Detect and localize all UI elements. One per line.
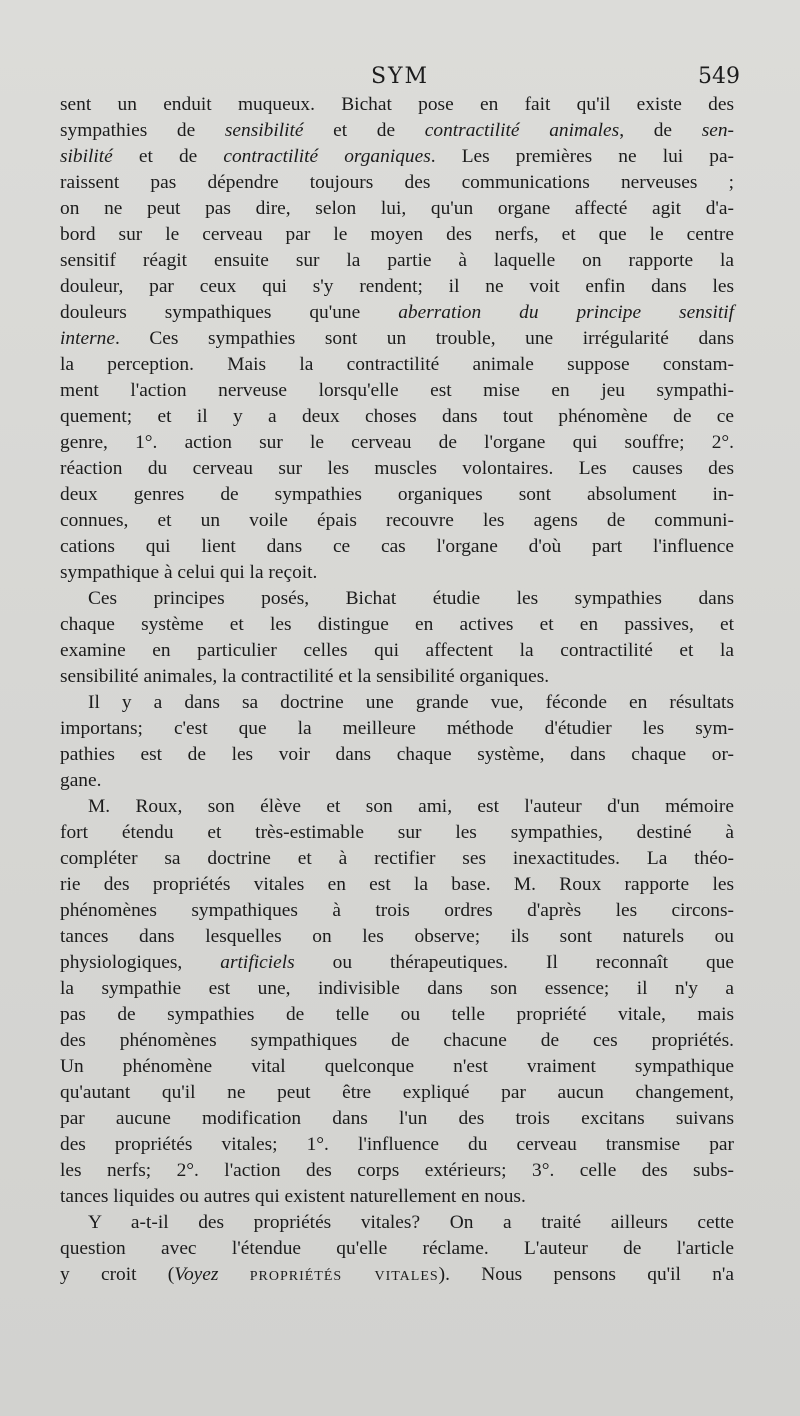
text-line: les nerfs; 2°. l'action des corps extérieurs; 3°. celle des subs- — [60, 1160, 734, 1181]
text-line: sent un enduit muqueux. Bichat pose en fait qu'il existe des — [60, 94, 734, 115]
text-line: interne. Ces sympathies sont un trouble, une irrégularité dans — [60, 328, 734, 349]
text-line: sympathies de sensibilité et de contractilité animales, de sen- — [60, 120, 734, 141]
text-line: par aucune modification dans l'un des trois excitans suivans — [60, 1108, 734, 1129]
text-line: la sympathie est une, indivisible dans son essence; il n'y a — [60, 978, 734, 999]
text-line: genre, 1°. action sur le cerveau de l'organe qui souffre; 2°. — [60, 432, 734, 453]
text-line: sympathique à celui qui la reçoit. — [60, 562, 318, 583]
text-line: bord sur le cerveau par le moyen des nerfs, et que le centre — [60, 224, 734, 245]
text-line: qu'autant qu'il ne peut être expliqué par aucun changement, — [60, 1082, 734, 1103]
text-line: y croit (Voyez propriétés vitales). Nous pensons qu'il n'a — [60, 1264, 734, 1285]
running-head: SYM — [370, 64, 430, 89]
page-header — [60, 64, 740, 92]
text-line: Ces principes posés, Bichat étudie les sympathies dans — [88, 588, 734, 609]
text-line: examine en particulier celles qui affectent la contractilité et la — [60, 640, 734, 661]
text-line: question avec l'étendue qu'elle réclame. L'auteur de l'article — [60, 1238, 734, 1259]
text-line: réaction du cerveau sur les muscles volontaires. Les causes des — [60, 458, 734, 479]
text-line: tances liquides ou autres qui existent naturellement en nous. — [60, 1186, 526, 1207]
text-line: Un phénomène vital quelconque n'est vraiment sympathique — [60, 1056, 734, 1077]
text-line: douleur, par ceux qui s'y rendent; il ne voit enfin dans les — [60, 276, 734, 297]
text-line: ment l'action nerveuse lorsqu'elle est mise en jeu sympathi- — [60, 380, 734, 401]
text-line: sensitif réagit ensuite sur la partie à laquelle on rapporte la — [60, 250, 734, 271]
text-line: fort étendu et très-estimable sur les sympathies, destiné à — [60, 822, 734, 843]
text-line: sibilité et de contractilité organiques. Les premières ne lui pa- — [60, 146, 735, 167]
text-line: Il y a dans sa doctrine une grande vue, féconde en résultats — [88, 692, 734, 713]
text-line: Y a-t-il des propriétés vitales? On a traité ailleurs cette — [88, 1212, 734, 1233]
text-line: phénomènes sympathiques à trois ordres d'après les circons- — [60, 900, 734, 921]
text-line: des propriétés vitales; 1°. l'influence du cerveau transmise par — [60, 1134, 734, 1155]
text-line: physiologiques, artificiels ou thérapeutiques. Il reconnaît que — [60, 952, 734, 973]
text-line: M. Roux, son élève et son ami, est l'auteur d'un mémoire — [88, 796, 734, 817]
text-line: deux genres de sympathies organiques sont absolument in- — [60, 484, 734, 505]
text-line: cations qui lient dans ce cas l'organe d'où part l'influence — [60, 536, 734, 557]
text-line: quement; et il y a deux choses dans tout phénomène de ce — [60, 406, 734, 427]
text-line: sensibilité animales, la contractilité et la sensibilité organiques. — [60, 666, 550, 687]
text-line: importans; c'est que la meilleure méthode d'étudier les sym- — [60, 718, 734, 739]
text-line: gane. — [60, 770, 102, 791]
text-line: la perception. Mais la contractilité animale suppose constam- — [60, 354, 734, 375]
text-line: pas de sympathies de telle ou telle propriété vitale, mais — [60, 1004, 734, 1025]
text-line: tances dans lesquelles on les observe; ils sont naturels ou — [60, 926, 734, 947]
text-line: pathies est de les voir dans chaque système, dans chaque or- — [60, 744, 734, 765]
text-line: chaque système et les distingue en actives et en passives, et — [60, 614, 734, 635]
body-text — [60, 92, 734, 1288]
text-line: des phénomènes sympathiques de chacune de ces propriétés. — [60, 1030, 734, 1051]
text-line: compléter sa doctrine et à rectifier ses inexactitudes. La théo- — [60, 848, 734, 869]
text-line: douleurs sympathiques qu'une aberration du principe sensitif — [60, 302, 735, 323]
text-line: on ne peut pas dire, selon lui, qu'un organe affecté agit d'a- — [60, 198, 734, 219]
text-line: connues, et un voile épais recouvre les agens de communi- — [60, 510, 734, 531]
text-line: rie des propriétés vitales en est la base. M. Roux rapporte les — [60, 874, 734, 895]
text-line: raissent pas dépendre toujours des communications nerveuses ; — [60, 172, 734, 193]
page-number: 549 — [698, 64, 740, 89]
